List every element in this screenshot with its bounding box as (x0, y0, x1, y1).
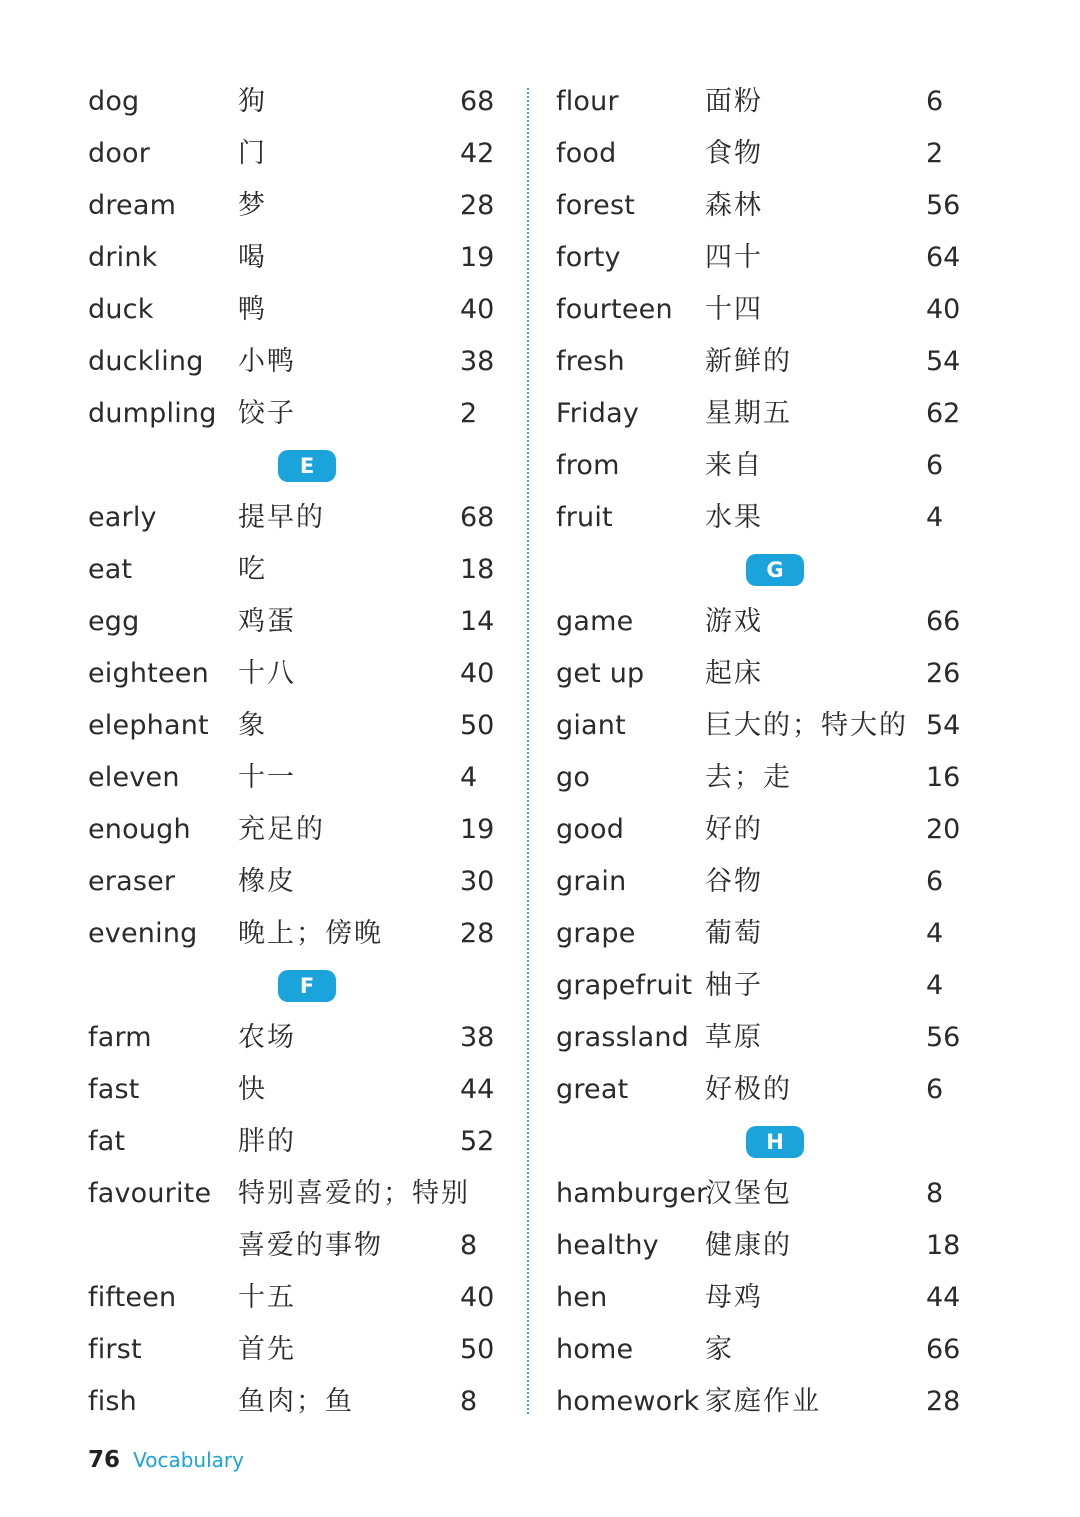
vocabulary-column-right (556, 76, 976, 1428)
chinese-meaning: 游戏 (705, 606, 763, 637)
chinese-meaning: 十五 (238, 1282, 296, 1313)
letter-badge: E (278, 450, 336, 482)
english-word: healthy (556, 1230, 659, 1261)
chinese-meaning: 梦 (238, 190, 267, 221)
english-word: hamburger (556, 1178, 708, 1209)
english-word: grape (556, 918, 636, 949)
english-word: favourite (88, 1178, 212, 1209)
page-reference: 16 (926, 762, 961, 793)
page-reference: 68 (460, 502, 495, 533)
vocab-entry (556, 180, 976, 232)
page-reference: 56 (926, 190, 961, 221)
english-word: enough (88, 814, 191, 845)
page-reference: 50 (460, 710, 495, 741)
english-word: hen (556, 1282, 608, 1313)
vocab-entry (556, 1168, 976, 1220)
chinese-meaning: 母鸡 (705, 1282, 763, 1313)
chinese-meaning: 面粉 (705, 86, 763, 117)
page-reference: 8 (460, 1386, 478, 1417)
chinese-meaning: 小鸭 (238, 346, 296, 377)
page-reference: 20 (926, 814, 961, 845)
chinese-meaning: 胖的 (238, 1126, 296, 1157)
english-word: eraser (88, 866, 176, 897)
chinese-meaning: 谷物 (705, 866, 763, 897)
english-word: dog (88, 86, 140, 117)
letter-section-header (556, 544, 976, 596)
english-word: fruit (556, 502, 613, 533)
chinese-meaning: 家 (705, 1334, 734, 1365)
chinese-meaning: 门 (238, 138, 267, 169)
vocab-entry (556, 388, 976, 440)
vocab-entry (556, 804, 976, 856)
page-reference: 40 (460, 294, 495, 325)
page-reference: 68 (460, 86, 495, 117)
vocab-entry (556, 1324, 976, 1376)
chinese-meaning: 鸭 (238, 294, 267, 325)
page-reference: 6 (926, 86, 944, 117)
chinese-meaning: 特别喜爱的；特别 (238, 1178, 470, 1209)
chinese-meaning: 健康的 (705, 1230, 792, 1261)
vocabulary-column-left (88, 76, 495, 1428)
vocab-entry (556, 336, 976, 388)
chinese-meaning: 汉堡包 (705, 1178, 792, 1209)
chinese-meaning: 新鲜的 (705, 346, 792, 377)
chinese-meaning: 狗 (238, 86, 267, 117)
page-reference: 30 (460, 866, 495, 897)
vocab-entry (556, 700, 976, 752)
english-word: grapefruit (556, 970, 693, 1001)
page-reference: 40 (460, 1282, 495, 1313)
chinese-meaning: 巨大的；特大的 (705, 710, 908, 741)
page-reference: 42 (460, 138, 495, 169)
vocab-entry (88, 700, 495, 752)
vocab-entry (88, 908, 495, 960)
chinese-meaning: 喜爱的事物 (238, 1230, 383, 1261)
vocab-entry (88, 180, 495, 232)
vocab-entry (88, 388, 488, 440)
page-reference: 54 (926, 346, 961, 377)
vocab-entry (88, 1012, 495, 1064)
english-word: duck (88, 294, 154, 325)
vocab-entry (556, 596, 976, 648)
vocab-entry (88, 232, 495, 284)
english-word: grain (556, 866, 627, 897)
english-word: fat (88, 1126, 126, 1157)
chinese-meaning: 水果 (705, 502, 763, 533)
english-word: homework (556, 1386, 700, 1417)
page-reference: 40 (460, 658, 495, 689)
page-reference: 6 (926, 450, 944, 481)
page-reference: 19 (460, 242, 495, 273)
vocab-entry (556, 440, 976, 492)
chinese-meaning: 十八 (238, 658, 296, 689)
vocab-entry (88, 1220, 488, 1272)
chinese-meaning: 提早的 (238, 502, 325, 533)
chinese-meaning: 四十 (705, 242, 763, 273)
english-word: fish (88, 1386, 137, 1417)
vocab-entry (556, 232, 976, 284)
chinese-meaning: 好的 (705, 814, 763, 845)
chinese-meaning: 好极的 (705, 1074, 792, 1105)
page-reference: 8 (460, 1230, 478, 1261)
vocab-entry (88, 752, 488, 804)
english-word: flour (556, 86, 619, 117)
vocab-entry (88, 544, 495, 596)
vocab-entry (88, 1272, 495, 1324)
page-reference: 50 (460, 1334, 495, 1365)
vocab-entry (88, 1116, 495, 1168)
vocab-entry (556, 1012, 976, 1064)
vocab-entry (88, 1168, 488, 1220)
vocab-entry (88, 648, 495, 700)
vocab-entry (556, 960, 976, 1012)
page-reference: 38 (460, 346, 495, 377)
english-word: egg (88, 606, 140, 637)
vocab-entry (556, 284, 976, 336)
chinese-meaning: 晚上；傍晚 (238, 918, 383, 949)
chinese-meaning: 农场 (238, 1022, 296, 1053)
letter-section-header (556, 1116, 976, 1168)
vocab-entry (556, 128, 976, 180)
english-word: forest (556, 190, 635, 221)
letter-badge: H (746, 1126, 804, 1158)
english-word: early (88, 502, 157, 533)
english-word: duckling (88, 346, 204, 377)
page-reference: 19 (460, 814, 495, 845)
english-word: eat (88, 554, 133, 585)
page-reference: 38 (460, 1022, 495, 1053)
vocab-entry (88, 284, 495, 336)
english-word: drink (88, 242, 158, 273)
english-word: forty (556, 242, 621, 273)
english-word: eleven (88, 762, 180, 793)
page-reference: 52 (460, 1126, 495, 1157)
vocab-entry (556, 752, 976, 804)
english-word: go (556, 762, 591, 793)
page-reference: 66 (926, 1334, 961, 1365)
page-reference: 2 (926, 138, 944, 169)
chinese-meaning: 去；走 (705, 762, 792, 793)
page-reference: 4 (926, 970, 944, 1001)
english-word: get up (556, 658, 645, 689)
chinese-meaning: 象 (238, 710, 267, 741)
vocab-entry (88, 596, 495, 648)
english-word: grassland (556, 1022, 690, 1053)
vocab-entry (88, 492, 495, 544)
vocab-entry (556, 1272, 976, 1324)
chinese-meaning: 十四 (705, 294, 763, 325)
english-word: giant (556, 710, 626, 741)
page-reference: 44 (460, 1074, 495, 1105)
english-word: fourteen (556, 294, 673, 325)
page-reference: 56 (926, 1022, 961, 1053)
page-reference: 4 (926, 918, 944, 949)
chinese-meaning: 食物 (705, 138, 763, 169)
letter-section-header (88, 440, 488, 492)
english-word: eighteen (88, 658, 209, 689)
page-reference: 14 (460, 606, 495, 637)
section-label: Vocabulary (133, 1448, 244, 1472)
page-reference: 54 (926, 710, 961, 741)
page-reference: 62 (926, 398, 961, 429)
english-word: Friday (556, 398, 640, 429)
page-reference: 8 (926, 1178, 944, 1209)
chinese-meaning: 草原 (705, 1022, 763, 1053)
english-word: home (556, 1334, 634, 1365)
chinese-meaning: 快 (238, 1074, 267, 1105)
english-word: from (556, 450, 620, 481)
page-reference: 6 (926, 1074, 944, 1105)
page-reference: 28 (460, 918, 495, 949)
vocab-entry (556, 1064, 976, 1116)
vocab-entry (556, 908, 976, 960)
page-reference: 40 (926, 294, 961, 325)
english-word: dream (88, 190, 177, 221)
page-reference: 26 (926, 658, 961, 689)
column-divider (527, 88, 529, 1414)
page-reference: 18 (926, 1230, 961, 1261)
english-word: first (88, 1334, 142, 1365)
chinese-meaning: 鸡蛋 (238, 606, 296, 637)
chinese-meaning: 来自 (705, 450, 763, 481)
page-reference: 28 (460, 190, 495, 221)
letter-badge: F (278, 970, 336, 1002)
vocab-entry (556, 492, 976, 544)
vocab-entry (88, 336, 495, 388)
chinese-meaning: 家庭作业 (705, 1386, 821, 1417)
chinese-meaning: 充足的 (238, 814, 325, 845)
english-word: elephant (88, 710, 209, 741)
vocab-entry (88, 856, 495, 908)
vocab-entry (556, 1220, 976, 1272)
vocab-entry (88, 76, 495, 128)
english-word: fast (88, 1074, 140, 1105)
english-word: farm (88, 1022, 152, 1053)
page-reference: 4 (460, 762, 478, 793)
english-word: fifteen (88, 1282, 177, 1313)
page-reference: 44 (926, 1282, 961, 1313)
chinese-meaning: 首先 (238, 1334, 296, 1365)
vocab-entry (556, 1376, 976, 1428)
english-word: good (556, 814, 625, 845)
english-word: fresh (556, 346, 625, 377)
chinese-meaning: 喝 (238, 242, 267, 273)
chinese-meaning: 十一 (238, 762, 296, 793)
page-reference: 4 (926, 502, 944, 533)
english-word: door (88, 138, 151, 169)
english-word: dumpling (88, 398, 217, 429)
vocab-entry (556, 648, 976, 700)
vocab-entry (88, 128, 495, 180)
page-footer (88, 1444, 244, 1476)
page-reference: 64 (926, 242, 961, 273)
english-word: great (556, 1074, 629, 1105)
chinese-meaning: 星期五 (705, 398, 792, 429)
chinese-meaning: 吃 (238, 554, 267, 585)
vocab-entry (88, 1064, 495, 1116)
page-reference: 66 (926, 606, 961, 637)
letter-section-header (88, 960, 488, 1012)
vocab-entry (556, 856, 976, 908)
vocab-entry (88, 804, 495, 856)
chinese-meaning: 森林 (705, 190, 763, 221)
page-number: 76 (88, 1447, 121, 1473)
page-reference: 6 (926, 866, 944, 897)
page-reference: 18 (460, 554, 495, 585)
page-reference: 2 (460, 398, 478, 429)
vocab-entry (88, 1324, 495, 1376)
english-word: evening (88, 918, 198, 949)
chinese-meaning: 饺子 (238, 398, 296, 429)
chinese-meaning: 橡皮 (238, 866, 296, 897)
chinese-meaning: 柚子 (705, 970, 763, 1001)
chinese-meaning: 葡萄 (705, 918, 763, 949)
chinese-meaning: 起床 (705, 658, 763, 689)
letter-badge: G (746, 554, 804, 586)
vocab-entry (556, 76, 976, 128)
english-word: game (556, 606, 634, 637)
vocab-entry (88, 1376, 488, 1428)
chinese-meaning: 鱼肉；鱼 (238, 1386, 354, 1417)
english-word: food (556, 138, 617, 169)
page-reference: 28 (926, 1386, 961, 1417)
